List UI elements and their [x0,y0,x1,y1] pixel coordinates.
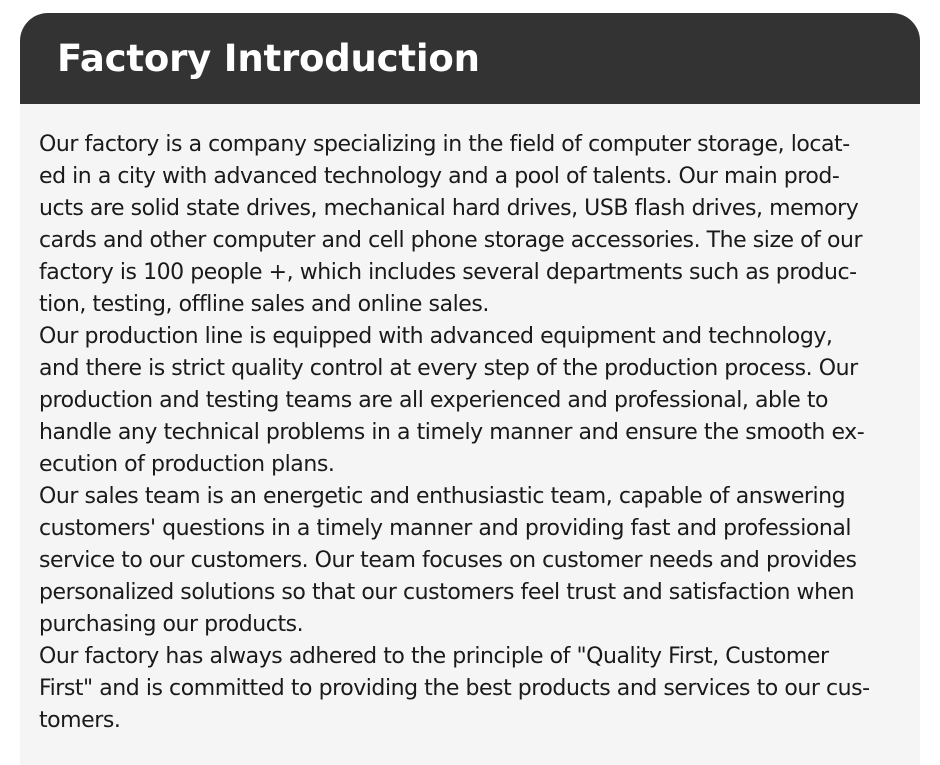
text-line: handle any technical problems in a timely manner and ensure the smooth ex- [39,420,865,445]
card-header [20,13,920,104]
text-line: service to our customers. Our team focuses on customer needs and provides [39,548,857,573]
text-line: and there is strict quality control at every step of the production process. Our [39,356,858,381]
text-line: tomers. [39,708,121,733]
text-line: purchasing our products. [39,612,304,637]
text-line: Our factory has always adhered to the principle of "Quality First, Customer [39,644,829,669]
text-line: ecution of production plans. [39,452,335,477]
factory-introduction-card [20,13,920,765]
page-title: Factory Introduction [57,37,480,80]
text-line: Our production line is equipped with advanced equipment and technology, [39,324,833,349]
text-line: cards and other computer and cell phone storage accessories. The size of our [39,228,863,253]
text-line: ucts are solid state drives, mechanical hard drives, USB flash drives, memory [39,196,859,221]
text-line: Our sales team is an energetic and enthusiastic team, capable of answering [39,484,846,509]
text-line: customers' questions in a timely manner and providing fast and professional [39,516,852,541]
card-body [20,104,920,765]
introduction-text [39,129,911,737]
text-line: production and testing teams are all experienced and professional, able to [39,388,829,413]
text-line: First" and is committed to providing the best products and services to our cus- [39,676,870,701]
text-line: tion, testing, offline sales and online sales. [39,292,489,317]
text-line: Our factory is a company specializing in the field of computer storage, locat- [39,132,850,157]
text-line: ed in a city with advanced technology and a pool of talents. Our main prod- [39,164,840,189]
text-line: personalized solutions so that our customers feel trust and satisfaction when [39,580,855,605]
text-line: factory is 100 people +, which includes several departments such as produc- [39,260,857,285]
